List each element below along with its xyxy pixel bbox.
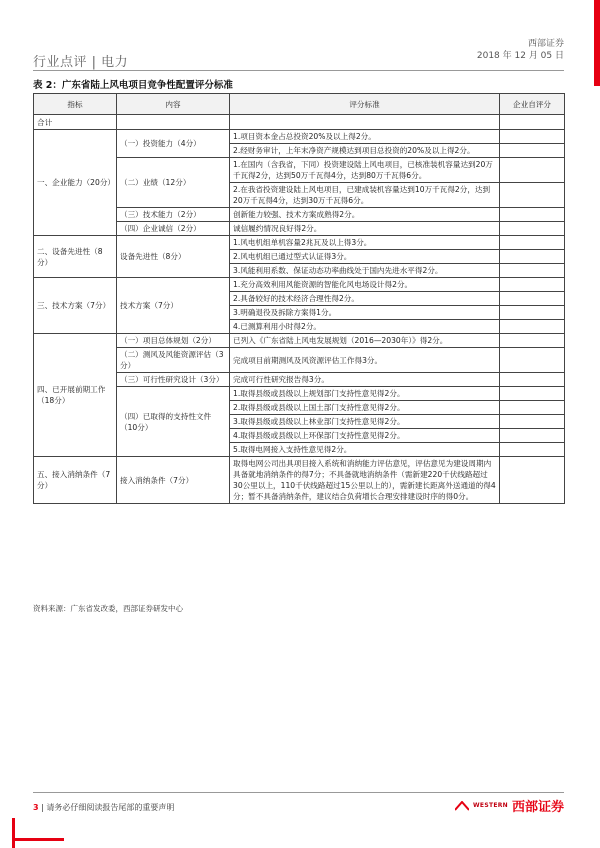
table-row [34,334,565,348]
logo-mark-icon [455,801,469,811]
criteria-cell: 创新能力较强、技术方案成熟得2分。 [230,208,500,222]
header-brand: 西部证券 [527,39,564,49]
criteria-cell: 3.取得县级或县级以上林业部门支持性意见得2分。 [230,415,500,429]
self-score-cell[interactable] [500,278,565,292]
table-row [34,236,565,250]
criteria-cell: 2.风电机组已通过型式认证得3分。 [230,250,500,264]
corner-accent-vertical [594,0,600,86]
self-score-cell[interactable] [500,264,565,278]
table-row [34,278,565,292]
self-score-cell[interactable] [500,348,565,373]
criteria-cell: 完成项目前期测风及风资源评估工作得3分。 [230,348,500,373]
self-score-cell[interactable] [500,443,565,457]
criteria-cell: 诚信履约情况良好得2分。 [230,222,500,236]
logo-chinese: 西部证券 [511,800,564,815]
criteria-cell: 2.具备较好的技术经济合理性得2分。 [230,292,500,306]
content-cell: （三）可行性研究设计（3分） [117,373,230,387]
content-cell: （四）企业诚信（2分） [117,222,230,236]
indicator-cell: 四、已开展前期工作（18分） [34,334,117,457]
self-score-cell[interactable] [500,158,565,183]
footer-divider [33,792,564,793]
criteria-cell: 2.经财务审计，上年末净资产规模达到项目总投资的20%及以上得2分。 [230,144,500,158]
self-score-cell[interactable] [500,183,565,208]
self-score-cell[interactable] [500,401,565,415]
section-title: 行业点评 | 电力 [33,55,129,70]
criteria-cell: 4.取得县级或县级以上环保部门支持性意见得2分。 [230,429,500,443]
header-meta [477,38,564,62]
self-score-cell[interactable] [500,250,565,264]
criteria-cell: 1.充分高效利用风能资源的智能化风电场设计得2分。 [230,278,500,292]
col-header-self-score: 企业自评分 [500,94,565,115]
self-score-cell[interactable] [500,320,565,334]
self-score-cell[interactable] [500,222,565,236]
cell-empty [230,115,500,130]
corner-accent-bottom-vertical [12,818,15,848]
table-header-row [34,94,565,115]
content-cell: （一）项目总体规划（2分） [117,334,230,348]
criteria-cell: 4.已测算利用小时得2分。 [230,320,500,334]
table-row-total [34,115,565,130]
cell-empty [117,115,230,130]
indicator-cell: 三、技术方案（7分） [34,278,117,334]
page-number: 3 [33,803,39,812]
self-score-cell[interactable] [500,292,565,306]
content-cell: （一）投资能力（4分） [117,130,230,158]
logo-english: WESTERN [473,802,508,809]
self-score-cell[interactable] [500,429,565,443]
content-cell: 技术方案（7分） [117,278,230,334]
self-score-cell[interactable] [500,387,565,401]
self-score-cell[interactable] [500,457,565,504]
self-score-cell[interactable] [500,208,565,222]
indicator-cell: 二、设备先进性（8分） [34,236,117,278]
self-score-cell[interactable] [500,115,565,130]
criteria-cell: 5.取得电网接入支持性意见得2分。 [230,443,500,457]
header-divider [33,70,564,71]
company-logo [455,796,564,815]
self-score-cell[interactable] [500,373,565,387]
self-score-cell[interactable] [500,334,565,348]
corner-accent-bottom-horizontal [12,838,64,841]
content-cell: （三）技术能力（2分） [117,208,230,222]
criteria-cell: 1.在国内（含我省，下同）投资建设陆上风电项目，已核准装机容量达到20万千瓦得2分，达到50万千瓦得4分，达到80万千瓦得6分。 [230,158,500,183]
criteria-cell: 1.项目资本金占总投资20%及以上得2分。 [230,130,500,144]
criteria-cell: 1.风电机组单机容量2兆瓦及以上得3分。 [230,236,500,250]
indicator-cell: 五、接入消纳条件（7分） [34,457,117,504]
col-header-content: 内容 [117,94,230,115]
content-cell: （二）业绩（12分） [117,158,230,208]
self-score-cell[interactable] [500,236,565,250]
disclaimer-text: 请务必仔细阅读报告尾部的重要声明 [46,803,175,812]
criteria-cell: 3.明确退役及拆除方案得1分。 [230,306,500,320]
self-score-cell[interactable] [500,415,565,429]
footer-notice: 3 | 请务必仔细阅读报告尾部的重要声明 [33,803,175,812]
self-score-cell[interactable] [500,306,565,320]
criteria-cell: 取得电网公司出具项目接入系统和消纳能力评估意见，评估意见为建设周期内具备就地消纳条件的得7分；不具备就地消纳条件（需新建220千伏线路超过30公里以上，110千伏线路超过15公里以上的），需新建长距离外送通道的得4分；暂不具备消纳条件，建议结合负荷增长合理安排建设时序的得0分。 [230,457,500,504]
content-cell: （四）已取得的支持性文件（10分） [117,387,230,457]
table-row [34,130,565,144]
content-cell: 接入消纳条件（7分） [117,457,230,504]
col-header-indicator: 指标 [34,94,117,115]
criteria-cell: 2.取得县级或县级以上国土部门支持性意见得2分。 [230,401,500,415]
criteria-cell: 已列入《广东省陆上风电发展规划（2016—2030年）》得2分。 [230,334,500,348]
col-header-criteria: 评分标准 [230,94,500,115]
criteria-cell: 2.在我省投资建设陆上风电项目，已建成装机容量达到10万千瓦得2分，达到20万千瓦得4分，达到30万千瓦得6分。 [230,183,500,208]
total-label: 合计 [34,115,117,130]
content-cell: 设备先进性（8分） [117,236,230,278]
scoring-table [33,93,565,504]
table-row [34,457,565,504]
content-cell: （二）测风及风能资源评估（3分） [117,348,230,373]
criteria-cell: 完成可行性研究报告得3分。 [230,373,500,387]
self-score-cell[interactable] [500,130,565,144]
criteria-cell: 1.取得县级或县级以上规划部门支持性意见得2分。 [230,387,500,401]
source-note: 资料来源：广东省发改委，西部证券研发中心 [33,604,183,613]
table-title: 表 2：广东省陆上风电项目竞争性配置评分标准 [33,80,233,91]
self-score-cell[interactable] [500,144,565,158]
header-date: 2018 年 12 月 05 日 [476,51,564,61]
indicator-cell: 一、企业能力（20分） [34,130,117,236]
criteria-cell: 3.风能利用系数、保证动态功率曲线处于国内先进水平得2分。 [230,264,500,278]
